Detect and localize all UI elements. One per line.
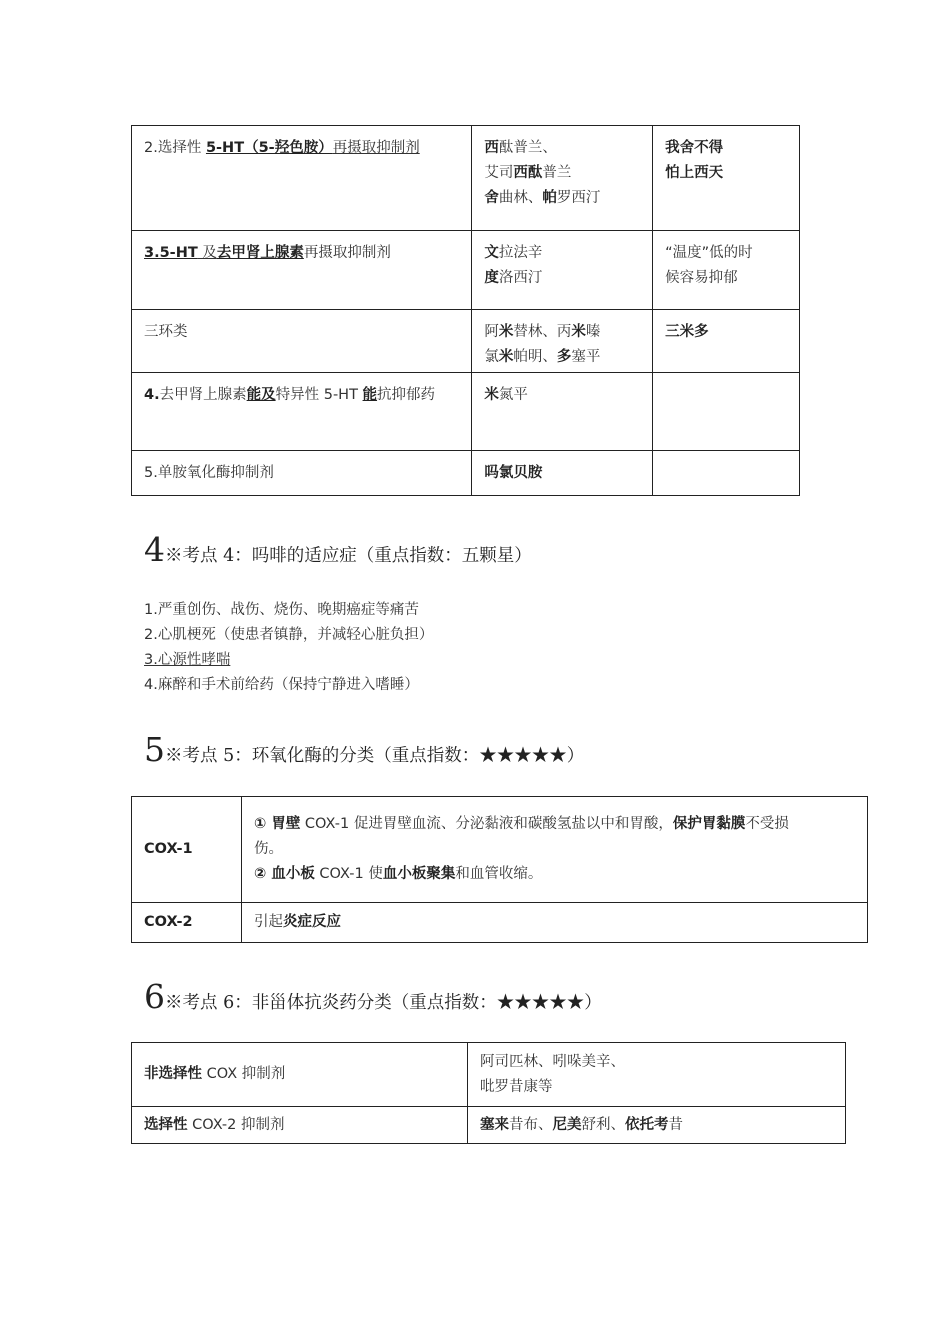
drug-cell: 阿司匹林、吲哚美辛、 吡罗昔康等: [468, 1043, 846, 1107]
category-cell: 2.选择性 5-HT（5-羟色胺）再摄取抑制剂: [132, 126, 472, 231]
section-4-heading: [144, 530, 532, 569]
category-cell: 3.5-HT 及去甲肾上腺素再摄取抑制剂: [132, 231, 472, 310]
class-cell: 非选择性 COX 抑制剂: [132, 1043, 468, 1107]
section-5-heading: [144, 730, 584, 769]
memo-cell: [653, 373, 800, 451]
table-row: [132, 231, 800, 310]
table-row: [132, 373, 800, 451]
table-row: [132, 903, 868, 943]
table-row: [132, 310, 800, 373]
section-number: 4: [144, 530, 165, 569]
category-cell: 三环类: [132, 310, 472, 373]
list-item: 1.严重创伤、战伤、烧伤、晚期癌症等痛苦: [144, 602, 419, 618]
cox2-label: COX-2: [132, 903, 242, 943]
cox2-description: 引起炎症反应: [242, 903, 868, 943]
drug-cell: 文拉法辛 度洛西汀: [472, 231, 653, 310]
table-row: [132, 126, 800, 231]
section-title: ※考点 6：非甾体抗炎药分类（重点指数：★★★★★）: [165, 993, 602, 1013]
list-item: 2.心肌梗死（使患者镇静，并减轻心脏负担）: [144, 627, 434, 643]
category-cell: 5.单胺氧化酶抑制剂: [132, 451, 472, 496]
drug-cell: 吗氯贝胺: [472, 451, 653, 496]
antidepressant-table: [131, 125, 800, 496]
drug-cell: 西酞普兰、 艾司西酞普兰 舍曲林、帕罗西汀: [472, 126, 653, 231]
table-row: [132, 1043, 846, 1107]
table-row: [132, 1107, 846, 1144]
list-item: 4.麻醉和手术前给药（保持宁静进入嗜睡）: [144, 677, 419, 693]
memo-cell: “温度”低的时 候容易抑郁: [653, 231, 800, 310]
cox-table: [131, 796, 868, 943]
memo-cell: [653, 451, 800, 496]
drug-cell: 阿米替林、丙米嗪 氯米帕明、多塞平: [472, 310, 653, 373]
cox1-description: ① 胃壁 COX-1 促进胃壁血流、分泌黏液和碳酸氢盐以中和胃酸，保护胃黏膜不受损 伤。 ② 血小板 COX-1 使血小板聚集和血管收缩。: [242, 797, 868, 903]
category-cell: 4.去甲肾上腺素能及特异性 5-HT 能抗抑郁药: [132, 373, 472, 451]
morphine-indications-list: [144, 598, 433, 698]
class-cell: 选择性 COX-2 抑制剂: [132, 1107, 468, 1144]
section-number: 5: [144, 730, 165, 769]
nsaid-table: [131, 1042, 846, 1144]
drug-cell: 米氮平: [472, 373, 653, 451]
section-title: ※考点 4：吗啡的适应症（重点指数：五颗星）: [165, 546, 532, 566]
drug-cell: 塞来昔布、尼美舒利、依托考昔: [468, 1107, 846, 1144]
cox1-label: COX-1: [132, 797, 242, 903]
section-number: 6: [144, 977, 165, 1016]
section-title: ※考点 5：环氧化酶的分类（重点指数：★★★★★）: [165, 746, 585, 766]
table-row: [132, 451, 800, 496]
section-6-heading: [144, 977, 602, 1016]
memo-cell: 我舍不得 怕上西天: [653, 126, 800, 231]
table-row: [132, 797, 868, 903]
list-item: 3.心源性哮喘: [144, 652, 231, 668]
memo-cell: 三米多: [653, 310, 800, 373]
